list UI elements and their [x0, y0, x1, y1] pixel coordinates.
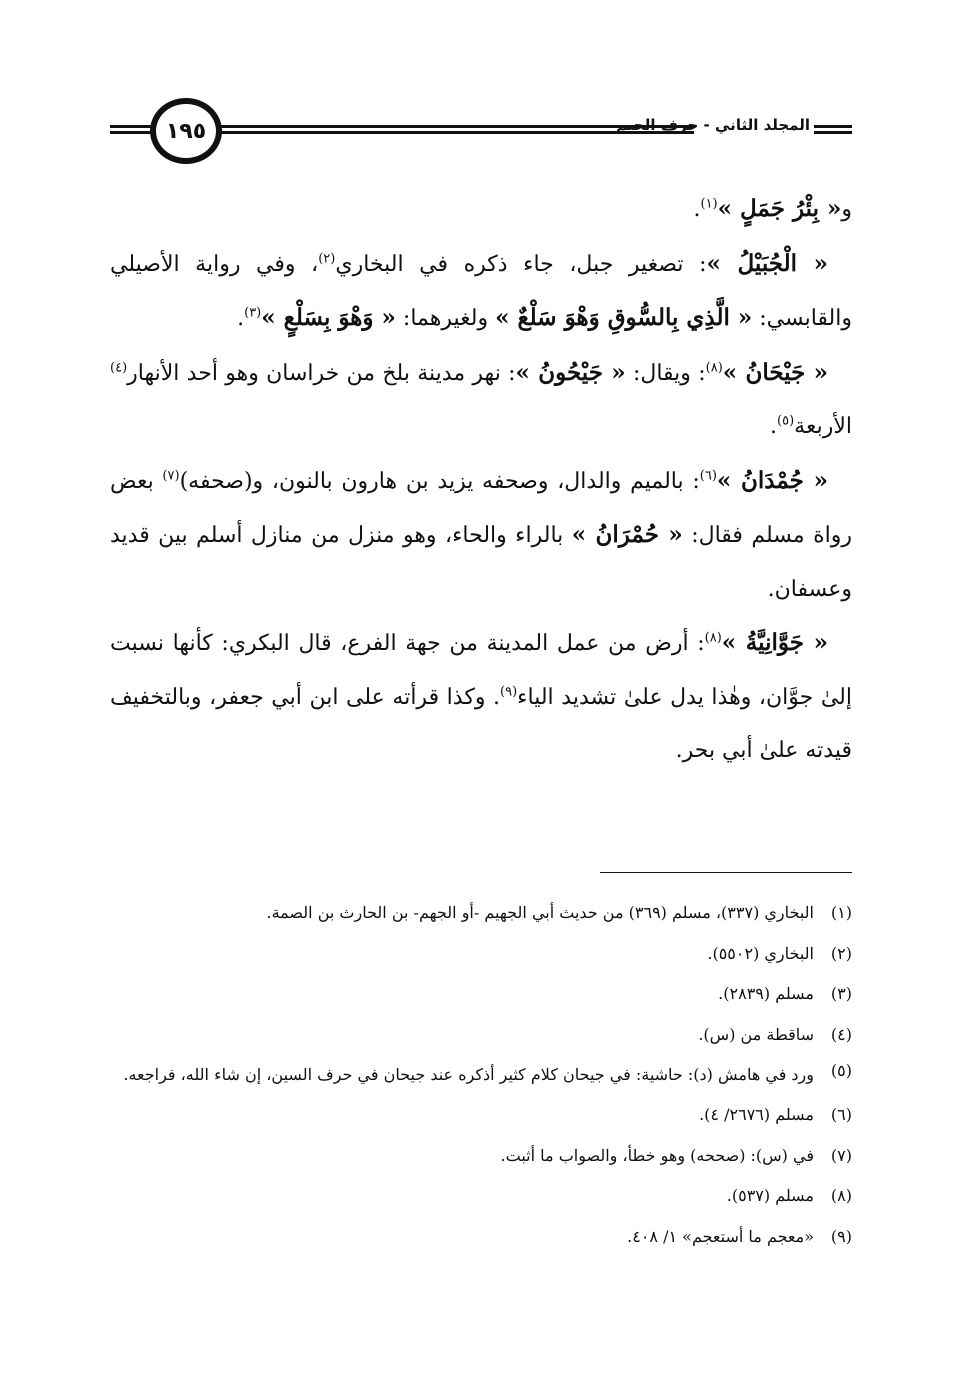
text-run: و — [841, 197, 852, 222]
page-header — [110, 98, 852, 168]
text-run: : أرض من عمل المدينة من جهة الفرع، قال البكري: كأنها نسبت إلىٰ جوَّان، وهٰذا يدل علىٰ تشديد الياء — [110, 631, 852, 710]
footnote — [110, 1015, 852, 1056]
text-run: . وكذا قرأته على ابن أبي جعفر، وبالتخفيف قيدته علىٰ أبي بحر. — [110, 684, 852, 763]
text-run: : تصغير جبل، جاء ذكره في البخاري — [335, 251, 707, 277]
paragraph — [110, 454, 852, 617]
text-run: : ويقال: — [625, 360, 706, 386]
footnote-ref: (٦) — [699, 468, 717, 484]
footnote — [110, 1095, 852, 1136]
footnote-ref: (٢) — [318, 251, 336, 267]
footnote — [110, 1176, 852, 1217]
entry-term: « بِئْرُ جَمَلٍ » — [717, 195, 842, 222]
text-run: الأربعة — [794, 414, 852, 439]
footnote-ref: (٩) — [500, 684, 518, 700]
text-run: : بالميم والدال، وصحفه يزيد بن هارون بالنون، و(صحفه) — [179, 468, 700, 494]
footnote-number: (٤) — [830, 1024, 852, 1044]
text-run: بعض رواة مسلم فقال: — [110, 468, 852, 548]
footnote-text: في (س): (صححه) وهو خطأ، والصواب ما أثبت. — [500, 1145, 814, 1165]
entry-term: « جَيْحُونُ » — [515, 358, 626, 386]
footnote — [110, 1055, 852, 1095]
footnote-text: البخاري (٣٣٧)، مسلم (٣٦٩) من حديث أبي الجهيم -أو الجهم- بن الحارث بن الصمة. — [266, 903, 814, 922]
running-title: المجلد الثاني - حرف الجيم — [616, 116, 810, 134]
paragraph — [110, 182, 852, 237]
entry-term: « الَّذِي بِالسُّوقِ وَهْوَ سَلْعٌ » — [495, 304, 753, 331]
paragraph — [110, 237, 852, 346]
footnote-text: مسلم (٢٦٧٦/ ٤). — [699, 1105, 814, 1124]
footnote-ref: (٧) — [162, 468, 180, 484]
footnote-separator — [600, 872, 852, 873]
text-run: ، وفي رواية الأصيلي والقابسي: — [110, 251, 852, 331]
footnote-text: ساقطة من (س). — [698, 1024, 814, 1044]
footnote-text: مسلم (٥٣٧). — [726, 1186, 814, 1205]
entry-term: « جَيْحَانُ » — [722, 358, 829, 386]
footnote-number: (٨) — [830, 1186, 852, 1205]
footnote — [110, 893, 852, 934]
footnote — [110, 974, 852, 1015]
entry-term: « حُمْرَانُ » — [571, 521, 683, 548]
footnote-number: (١) — [830, 903, 852, 922]
footnote-ref: (٨) — [705, 360, 723, 376]
footnote-number: (٩) — [830, 1226, 852, 1246]
text-run: بالراء والحاء، وهو منزل من منازل أسلم بين قديد وعسفان. — [110, 523, 852, 602]
footnote-number: (٥) — [830, 1061, 852, 1080]
text-run: . — [770, 414, 778, 439]
text-run: . — [693, 197, 701, 222]
paragraph — [110, 616, 852, 778]
footnote-ref: (٨) — [704, 630, 722, 646]
main-text — [110, 182, 852, 778]
entry-term: « جُمْدَانُ » — [716, 466, 829, 494]
footnote-text: مسلم (٢٨٣٩). — [718, 984, 814, 1003]
text-run: ولغيرهما: — [395, 306, 496, 331]
entry-term: « جَوَّانِيَّةُ » — [721, 629, 828, 656]
paragraph — [110, 346, 852, 454]
footnote — [110, 934, 852, 975]
footnote-ref: (١) — [700, 196, 718, 212]
footnote-number: (٣) — [830, 984, 852, 1003]
footnote-number: (٢) — [830, 943, 852, 963]
footnote-text: البخاري (٥٥٠٢). — [707, 943, 814, 963]
footnote — [110, 1136, 852, 1177]
footnote-text: «معجم ما أستعجم» ١/ ٤٠٨. — [627, 1226, 814, 1246]
entry-term: « وَهْوَ بِسَلْعٍ » — [261, 304, 396, 331]
text-run: . — [237, 306, 245, 331]
entry-term: « الْجُبَيْلُ » — [706, 249, 829, 277]
footnote-number: (٦) — [830, 1105, 852, 1124]
footnotes — [110, 893, 852, 1257]
text-run: : نهر مدينة بلخ من خراسان وهو أحد الأنهار — [127, 360, 516, 386]
footnote-number: (٧) — [830, 1145, 852, 1165]
footnote-ref: (٥) — [777, 413, 795, 429]
page-number: ١٩٥ — [150, 98, 222, 164]
footnote-text: ورد في هامش (د): حاشية: في جيحان كلام كثير أذكره عند جيحان في حرف السين، إن شاء الله، فراجعه. — [123, 1065, 814, 1084]
header-rule-right — [814, 125, 852, 134]
footnote-ref: (٤) — [110, 360, 128, 376]
footnote — [110, 1217, 852, 1258]
footnote-ref: (٣) — [244, 305, 262, 321]
